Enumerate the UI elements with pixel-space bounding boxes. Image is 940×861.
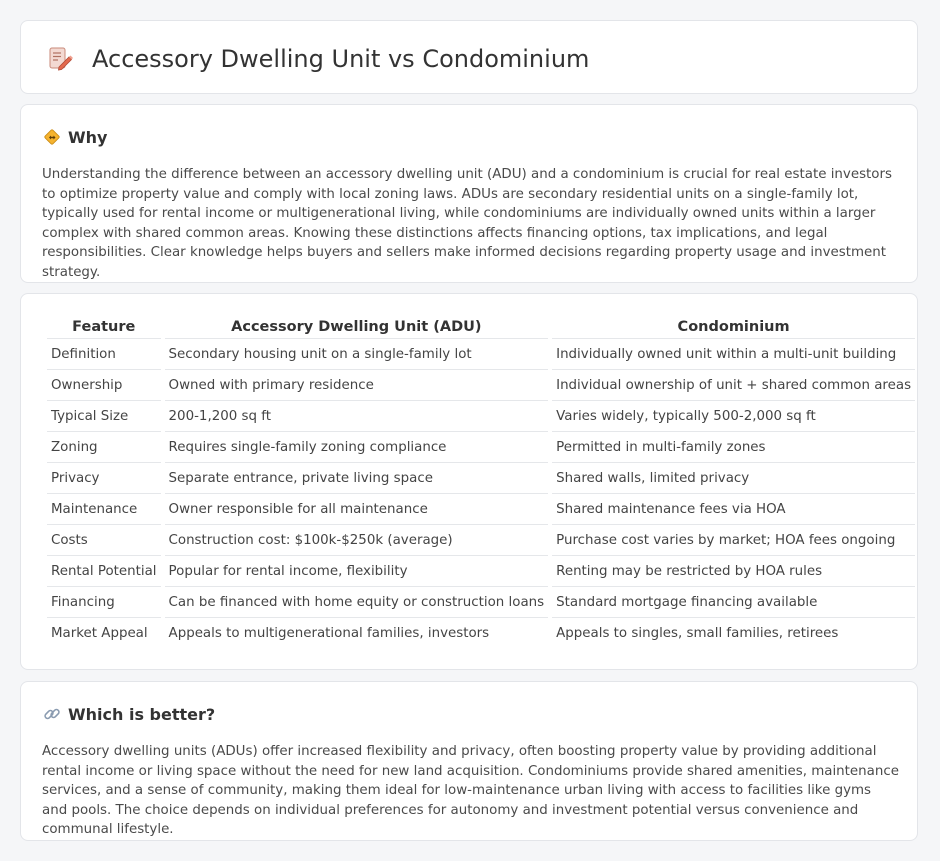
table-row	[47, 401, 915, 432]
adu-cell: Separate entrance, private living space	[165, 463, 549, 494]
table-row	[47, 370, 915, 401]
column-header-condominium: Condominium	[552, 316, 915, 339]
feature-cell: Market Appeal	[51, 625, 148, 641]
page-title: Accessory Dwelling Unit vs Condominium	[92, 45, 590, 73]
why-heading: Why	[68, 127, 108, 147]
condominium-cell: Permitted in multi-family zones	[552, 432, 915, 463]
feature-cell: Costs	[47, 525, 161, 556]
table-row	[47, 463, 915, 494]
column-header-adu: Accessory Dwelling Unit (ADU)	[165, 316, 549, 339]
why-text: Understanding the difference between an accessory dwelling unit (ADU) and a condominium is crucial for real estate investors to optimize property value and comply with local zoning laws. ADUs are secondary residential units on a single-family lot, typically used for rental income or multigenerational living, while condominiums are individually owned units within a larger complex with shared common areas. Knowing these distinctions affects financing options, tax implications, and legal responsibilities. Clear knowledge helps buyers and sellers make informed decisions regarding property usage and investment strategy.	[42, 167, 892, 280]
condominium-cell: Varies widely, typically 500-2,000 sq ft	[552, 401, 915, 432]
feature-cell: Ownership	[47, 370, 161, 401]
table-row	[47, 432, 915, 463]
better-text: Accessory dwelling units (ADUs) offer increased flexibility and privacy, often boosting property value by providing additional rental income or living space without the need for new land acquisition. Condominiums provide shared amenities, maintenance services, and a sense of community, making them ideal for low-maintenance urban living with access to facilities like gyms and pools. The choice depends on individual preferences for autonomy and investment potential versus convenience and communal lifestyle.	[42, 744, 899, 838]
condominium-cell: Standard mortgage financing available	[552, 587, 915, 618]
table-header-row	[47, 316, 915, 339]
feature-cell: Privacy	[47, 463, 161, 494]
adu-cell: Secondary housing unit on a single-family lot	[165, 339, 549, 370]
adu-cell: 200-1,200 sq ft	[165, 401, 549, 432]
why-heading-row	[43, 127, 107, 147]
adu-cell: Owner responsible for all maintenance	[165, 494, 549, 525]
condominium-cell: Shared maintenance fees via HOA	[552, 494, 915, 525]
table-row	[47, 556, 915, 587]
feature-cell: Zoning	[47, 432, 161, 463]
adu-cell: Appeals to multigenerational families, investors	[168, 625, 490, 641]
document-pencil-icon	[47, 46, 73, 72]
feature-cell: Financing	[47, 587, 161, 618]
better-heading-row	[43, 704, 215, 724]
adu-cell: Can be financed with home equity or construction loans	[165, 587, 549, 618]
comparison-table	[43, 316, 919, 648]
adu-cell: Popular for rental income, flexibility	[165, 556, 549, 587]
condominium-cell: Appeals to singles, small families, retirees	[556, 625, 839, 641]
adu-cell: Requires single-family zoning compliance	[165, 432, 549, 463]
adu-cell: Owned with primary residence	[165, 370, 549, 401]
feature-cell: Definition	[47, 339, 161, 370]
why-section	[20, 104, 918, 283]
feature-cell: Maintenance	[47, 494, 161, 525]
feature-cell: Typical Size	[47, 401, 161, 432]
condominium-cell: Purchase cost varies by market; HOA fees ongoing	[552, 525, 915, 556]
column-header-feature: Feature	[47, 316, 161, 339]
table-row	[47, 494, 915, 525]
table-row	[47, 587, 915, 618]
condominium-cell: Individual ownership of unit + shared common areas	[552, 370, 915, 401]
header-card	[20, 20, 918, 94]
table-row	[47, 339, 915, 370]
table-row	[47, 618, 915, 648]
comparison-section	[20, 293, 918, 670]
better-heading: Which is better?	[68, 704, 216, 724]
table-row	[47, 525, 915, 556]
condominium-cell: Shared walls, limited privacy	[552, 463, 915, 494]
adu-cell: Construction cost: $100k-$250k (average)	[165, 525, 549, 556]
condominium-cell: Renting may be restricted by HOA rules	[552, 556, 915, 587]
condominium-cell: Individually owned unit within a multi-unit building	[552, 339, 915, 370]
road-sign-icon	[43, 128, 61, 146]
which-is-better-section	[20, 681, 918, 841]
link-icon	[43, 705, 61, 723]
feature-cell: Rental Potential	[47, 556, 161, 587]
